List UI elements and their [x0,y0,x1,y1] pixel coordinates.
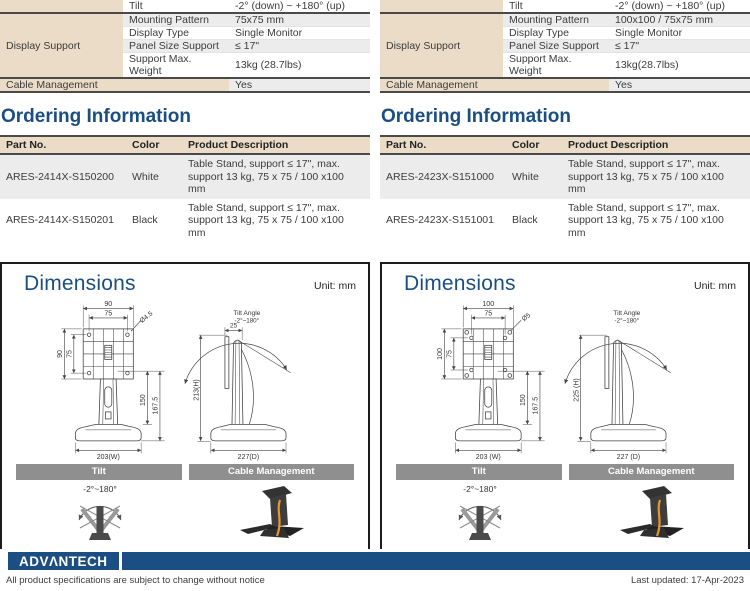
spec-value: ≤ 17" [609,40,750,53]
brand-bar [8,552,750,570]
column-header: Color [126,136,182,154]
color-value: Black [512,214,538,226]
spec-table [0,0,370,93]
tilt-range-label: -2°~180° [462,484,497,494]
column-header: Part No. [380,136,506,154]
spec-value: 13kg (28.7lbs) [229,53,370,79]
tilt-angle-label: Tilt Angle [233,309,261,317]
spec-group-cell [380,0,503,13]
dim-label: 75 [66,350,74,358]
dim-label: 75 [446,350,454,358]
tilt-feature-bar: Tilt [396,464,562,480]
part-no: ARES-2423X-S151000 [380,154,506,199]
spec-value: -2° (down) ~ +180° (up) [229,0,370,13]
dim-label: 213(H) [193,379,201,401]
brand-bar-rule [122,552,750,570]
tilt-angle-value: -2°~180° [614,317,640,325]
product-description: Table Stand, support ≤ 17", max. support 13 kg, 75 x 75 / 100 x100 mm [562,154,750,199]
column-header: Part No. [0,136,126,154]
spec-value: ≤ 17" [229,40,370,53]
part-no: ARES-2414X-S150201 [6,214,114,226]
spec-value: Single Monitor [609,27,750,40]
dimensions-title: Dimensions [404,272,516,295]
spec-attr: Display Type [123,27,229,40]
table-row [380,199,750,243]
spec-group-cell [0,0,123,13]
tilt-range-label: -2°~180° [82,484,117,494]
hole-diameter-label: Ø4.5 [138,310,155,325]
side-view-drawing [565,335,671,453]
dim-label: 75 [104,310,113,318]
dim-label: 167.5 [152,396,160,415]
spec-value: Yes [229,78,370,92]
dim-label: 203 (W) [475,453,501,461]
column-header: Product Description [182,136,370,154]
table-header-row [380,136,750,154]
spec-attr: Mounting Pattern [123,13,229,27]
dim-label: 225 (H) [573,378,581,402]
dimensions-panel [380,262,750,558]
unit-label: Unit: mm [694,280,736,292]
spec-attr: Tilt [503,0,609,13]
dim-label: 227(D) [237,453,260,461]
last-updated-text: Last updated: 17-Apr-2023 [630,575,744,586]
dim-label: 90 [57,350,65,358]
column-header: Color [506,136,562,154]
disclaimer-text: All product specifications are subject to change without notice [6,575,265,586]
dim-label: 100 [437,348,445,360]
ordering-information-title: Ordering Information [381,106,571,127]
dim-label: 75 [484,310,493,318]
table-row [0,13,370,27]
spec-value: 13kg(28.7lbs) [609,53,750,79]
dim-label: 100 [482,301,495,309]
tilt-angle-label: Tilt Angle [613,309,641,317]
ordering-table [380,135,750,242]
color-value: White [506,154,562,199]
dimensions-title: Dimensions [24,272,136,295]
hole-diameter-label: Ø5 [520,312,533,324]
dimensions-panel [0,262,370,558]
product-column-left [0,0,370,558]
page-footer [0,549,750,591]
dim-label: 203(W) [96,453,120,461]
spec-value: Single Monitor [229,27,370,40]
advantech-logo: ADVΛNTECH [8,552,119,570]
part-no: ARES-2414X-S150200 [0,154,126,199]
cable-management-diagram [565,482,736,544]
tilt-angle-value: -2°~180° [234,317,260,325]
spec-attr: Support Max. Weight [123,53,229,79]
column-header: Product Description [562,136,750,154]
side-view-drawing [185,327,291,453]
tilt-diagram [14,482,185,544]
table-row [380,78,750,92]
ordering-information-title: Ordering Information [1,106,191,127]
product-description: Table Stand, support ≤ 17", max. support 13 kg, 75 x 75 / 100 x100 mm [188,201,344,239]
spec-group-cell: Cable Management [380,78,609,92]
spec-attr: Mounting Pattern [503,13,609,27]
product-column-right [380,0,750,558]
spec-attr: Tilt [123,0,229,13]
spec-value: -2° (down) ~ +180° (up) [609,0,750,13]
cable-management-diagram [185,482,356,544]
product-description: Table Stand, support ≤ 17", max. support 13 kg, 75 x 75 / 100 x100 mm [568,201,724,239]
table-row [0,199,370,243]
unit-label: Unit: mm [314,280,356,292]
dim-label: 167.5 [532,396,540,415]
dim-label: 25 [229,322,238,330]
technical-drawing [394,296,736,462]
table-row [0,78,370,92]
tilt-feature-bar: Tilt [16,464,182,480]
technical-drawing [14,296,356,462]
color-value: Black [132,214,158,226]
tilt-diagram [394,482,565,544]
spec-table [380,0,750,93]
dim-label: 150 [520,394,528,407]
dim-label: 227 (D) [616,453,641,461]
front-view-drawing [441,305,544,453]
spec-group-cell: Cable Management [0,78,229,92]
spec-attr: Display Type [503,27,609,40]
ordering-table [0,135,370,242]
spec-attr: Panel Size Support [503,40,609,53]
dim-label: 150 [140,394,148,407]
table-row [380,13,750,27]
spec-attr: Panel Size Support [123,40,229,53]
cable-management-feature-bar: Cable Management [569,464,735,480]
color-value: White [126,154,182,199]
spec-value: Yes [609,78,750,92]
spec-value: 75x75 mm [229,13,370,27]
table-row [380,154,750,199]
spec-attr: Support Max. Weight [503,53,609,79]
part-no: ARES-2423X-S151001 [386,214,494,226]
table-row [0,0,370,13]
cable-management-feature-bar: Cable Management [189,464,355,480]
spec-group-cell: Display Support [380,13,503,78]
table-row [0,154,370,199]
front-view-drawing [61,305,164,453]
dim-label: 90 [104,301,113,309]
table-row [380,0,750,13]
table-header-row [0,136,370,154]
spec-group-cell: Display Support [0,13,123,78]
spec-value: 100x100 / 75x75 mm [609,13,750,27]
product-description: Table Stand, support ≤ 17", max. support 13 kg, 75 x 75 / 100 x100 mm [182,154,370,199]
